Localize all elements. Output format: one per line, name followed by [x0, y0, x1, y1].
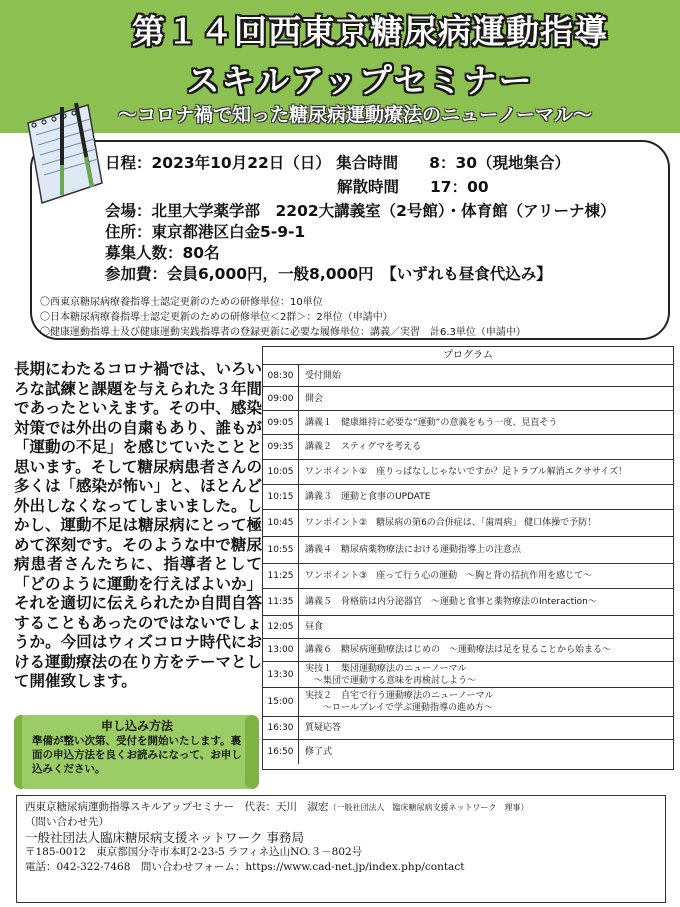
program-time: 10:05: [263, 460, 299, 484]
program-item: [299, 517, 596, 529]
program-item: [299, 644, 611, 656]
program-item: [299, 466, 627, 478]
intro-paragraph: 長期にわたるコロナ禍では、いろいろな試練と課題を与えられた３年間であったといえます。その中、感染対策では外出の自粛もあり、誰もが「運動の不足」を感じていたことと思います。そして糖尿病患者さんの多くは「感染が怖い」と、ほとんど外出しなくなってしまいました。しかし、運動不足は糖尿病にとって極めて深刻です。そのような中で糖尿病患者さんたちに、指導者として「どのように運動を行えばよいか」それを適切に伝えられたか自問自答することもあったのではないでしょうか。今回はウィズコロナ時代における運動療法の在り方をテーマとして開催致します。: [14, 360, 263, 690]
title-line2: スキルアップセミナー: [186, 61, 534, 100]
program-item-line: 実技１ 集団運動療法のニューノーマル: [305, 663, 467, 674]
program-item-line: 講義４ 糖尿病薬物療法における運動指導上の注意点: [305, 545, 522, 555]
program-item-line: 実技２ 自宅で行う運動療法のニューノーマル: [305, 691, 494, 701]
program-row: [263, 688, 673, 717]
program-time: 09:35: [263, 435, 299, 459]
program-item: [299, 370, 341, 382]
program-item-line: 講義３ 運動と食事のUPDATE: [305, 492, 431, 502]
program-row: [263, 616, 673, 639]
program-item-line: 講義２ スティグマを考える: [305, 442, 422, 452]
footer-organization: 一般社団法人臨床糖尿病支援ネットワーク 事務局: [25, 830, 304, 845]
program-item: [299, 491, 430, 503]
program-title: プログラム: [263, 347, 673, 365]
program-time: 09:05: [263, 411, 299, 434]
program-item: [299, 544, 521, 556]
program-item: [299, 596, 597, 608]
program-item-line: 講義１ 健康維持に必要な“運動”の意義をもう一度、見直そう: [305, 417, 558, 428]
program-item-line: ～集団で運動する意味を再検討しよう～: [305, 675, 477, 686]
venue-line: 会場：北里大学薬学部 2202大講義室（2号館）・体育館（アリーナ棟）: [105, 202, 616, 220]
program-item: [299, 663, 476, 687]
program-time: 11:35: [263, 589, 299, 615]
program-time: 10:45: [263, 510, 299, 536]
program-time: 13:30: [263, 662, 299, 687]
title-line1: 第１４回西東京糖尿病運動指導: [132, 12, 608, 51]
note-2: 〇日本糖尿病療養指導士認定更新のための研修単位＜2群＞：2単位（申請中）: [40, 312, 393, 323]
date-line: 日程：2023年10月22日（日） 集合時間 8：30（現地集合）: [105, 154, 571, 172]
program-row: [263, 411, 673, 435]
apply-text: 準備が整い次第、受付を開始いたします。裏面の申込方法を良くお読みになって、お申し込みください。: [32, 735, 242, 775]
program-item-line: ワンポイント② 糖尿病の第6の合併症は、「歯周病」 健口体操で予防！: [305, 518, 597, 528]
program-time: 16:50: [263, 740, 299, 764]
footer-contact: [16, 795, 666, 903]
program-item-line: 受付開始: [305, 370, 342, 381]
program-row: [263, 662, 673, 688]
subtitle: ～コロナ禍で知った糖尿病運動療法のニューノーマル～: [117, 104, 593, 126]
program-time: 08:30: [263, 365, 299, 386]
program-row: [263, 387, 673, 411]
program-time: 16:30: [263, 717, 299, 739]
footer-address: 〒185-0012 東京都国分寺市本町2-23-5 ラフィネ込山NO.３－802号: [25, 846, 363, 858]
program-row: [263, 460, 673, 485]
program-row: [263, 564, 673, 589]
apply-box: [22, 715, 252, 789]
program-item-line: 講義６ 糖尿病運動療法はじめの ～運動療法は足を見ることから始まる～: [305, 645, 612, 655]
program-item: [299, 746, 332, 758]
program-time: 09:00: [263, 387, 299, 410]
scroll-right-end: [245, 715, 259, 789]
program-item: [299, 621, 323, 633]
program-item: [299, 417, 557, 429]
program-time: 10:55: [263, 537, 299, 563]
program-item-line: 修了式: [305, 747, 333, 757]
program-item-line: 昼食: [305, 622, 324, 632]
program-item-line: ワンポイント③ 座って行う心の運動 ～胸と背の拮抗作用を感じて～: [305, 571, 593, 581]
program-item-line: 講義５ 骨格筋は内分泌器官 ～運動と食事と薬物療法のInteraction～: [305, 597, 597, 607]
program-item: [299, 441, 421, 453]
apply-title: 申し込み方法: [100, 719, 173, 733]
footer-representative: 西東京糖尿病運動指導スキルアップセミナー 代表：天川 淑宏（一般社団法人 臨床糖尿病支援ネットワーク 理事）: [25, 801, 529, 813]
footer-contact-line: 電話：042-322-7468 問い合わせフォーム：https://www.cad-net.jp/index.php/contact: [25, 861, 465, 873]
program-time: 13:00: [263, 639, 299, 661]
capacity-line: 募集人数：80名: [105, 244, 220, 262]
program-item-line: 質疑応答: [305, 723, 342, 733]
program-row: [263, 639, 673, 662]
program-row: [263, 510, 673, 537]
fee-line: 参加費：会員6,000円，一般8,000円 【いずれも昼食代込み】: [105, 265, 552, 283]
footer-inquiry-label: （問い合わせ先）: [25, 816, 109, 828]
program-row: [263, 537, 673, 564]
note-3: 〇健康運動指導士及び健康運動実践指導者の登録更新に必要な履修単位：講義／実習 計6.3単位（申請中）: [40, 327, 526, 338]
dismiss-line: 解散時間 17：00: [337, 178, 489, 196]
program-row: [263, 365, 673, 387]
program-item-line: ワンポイント① 座りっぱなしじゃないですか？足トラブル解消エクササイズ！: [305, 467, 627, 477]
program-item: [299, 570, 592, 582]
program-row: [263, 717, 673, 740]
program-time: 12:05: [263, 616, 299, 638]
program-time: 11:25: [263, 564, 299, 588]
program-row: [263, 485, 673, 510]
program-item: [299, 722, 341, 734]
address-line: 住所：東京都港区白金5-9-1: [105, 223, 306, 241]
program-item: [299, 690, 494, 714]
program-row: [263, 435, 673, 460]
program-time: 10:15: [263, 485, 299, 509]
program-row: [263, 589, 673, 616]
note-1: 〇西東京糖尿病療養指導士認定更新のための研修単位：10単位: [40, 297, 323, 308]
notepad-pen-icon: [10, 95, 110, 215]
program-item-line: ～ロールプレイで学ぶ運動指導の進め方～: [305, 703, 494, 713]
program-item: [299, 393, 323, 405]
program-time: 15:00: [263, 688, 299, 716]
program-table: [262, 346, 674, 770]
program-row: [263, 740, 673, 764]
program-item-line: 開会: [305, 393, 324, 404]
